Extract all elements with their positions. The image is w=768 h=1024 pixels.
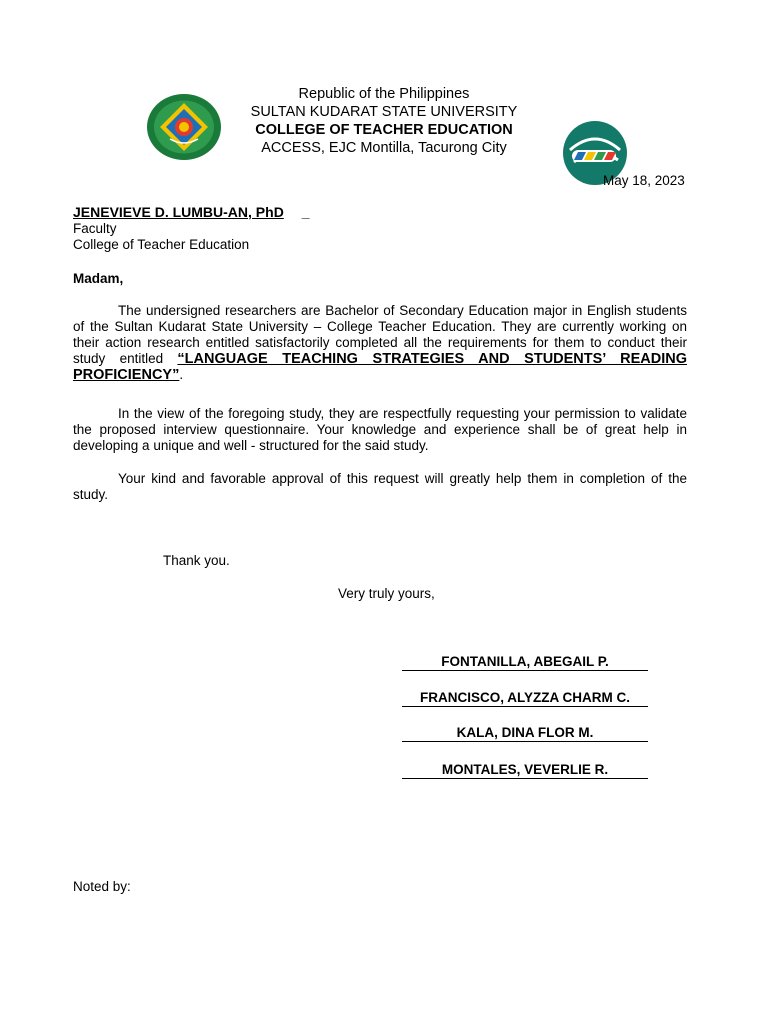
recipient-block xyxy=(73,204,310,254)
letter-date: May 18, 2023 xyxy=(603,173,685,188)
salutation: Madam, xyxy=(73,271,124,286)
recipient-position: Faculty xyxy=(73,220,117,236)
recipient-name: JENEVIEVE D. LUMBU-AN, PhD xyxy=(73,204,284,220)
letterhead-republic: Republic of the Philippines xyxy=(298,86,470,102)
study-title: “LANGUAGE TEACHING STRATEGIES AND STUDENTS’ READING PROFICIENCY” xyxy=(73,351,687,383)
signatory-name: MONTALES, VEVERLIE R. xyxy=(402,762,648,779)
body-paragraph-1-end: . xyxy=(179,367,184,382)
letterhead-college: COLLEGE OF TEACHER EDUCATION xyxy=(255,122,513,138)
recipient-underline-trail: _ xyxy=(301,204,310,220)
signatory-name: KALA, DINA FLOR M. xyxy=(402,725,648,742)
letterhead-address: ACCESS, EJC Montilla, Tacurong City xyxy=(261,140,507,156)
body-paragraph-1-text: The undersigned researchers are Bachelor of Secondary Education major in English students of the Sultan Kudarat State University – College Teacher Education. They are currently working on their action research entitled satisfactorily completed all the requirements for them to conduct their study entitled xyxy=(73,303,687,366)
recipient-office: College of Teacher Education xyxy=(73,237,250,252)
body-paragraph-2: In the view of the foregoing study, they are respectfully requesting your permission to validate the proposed interview questionnaire. Your knowledge and experience shall be of great help in developing a unique and well - structured for the said study. xyxy=(73,406,687,453)
closing-thanks: Thank you. xyxy=(163,553,230,568)
letterhead xyxy=(200,85,568,157)
letterhead-university: SULTAN KUDARAT STATE UNIVERSITY xyxy=(250,104,518,120)
body-paragraph-1 xyxy=(73,303,687,383)
closing-yours: Very truly yours, xyxy=(338,586,435,601)
signatory-name: FONTANILLA, ABEGAIL P. xyxy=(402,654,648,671)
noted-by-label: Noted by: xyxy=(73,879,131,894)
body-paragraph-3: Your kind and favorable approval of this request will greatly help them in completion of the study. xyxy=(73,471,687,502)
signatory-name: FRANCISCO, ALYZZA CHARM C. xyxy=(402,690,648,707)
